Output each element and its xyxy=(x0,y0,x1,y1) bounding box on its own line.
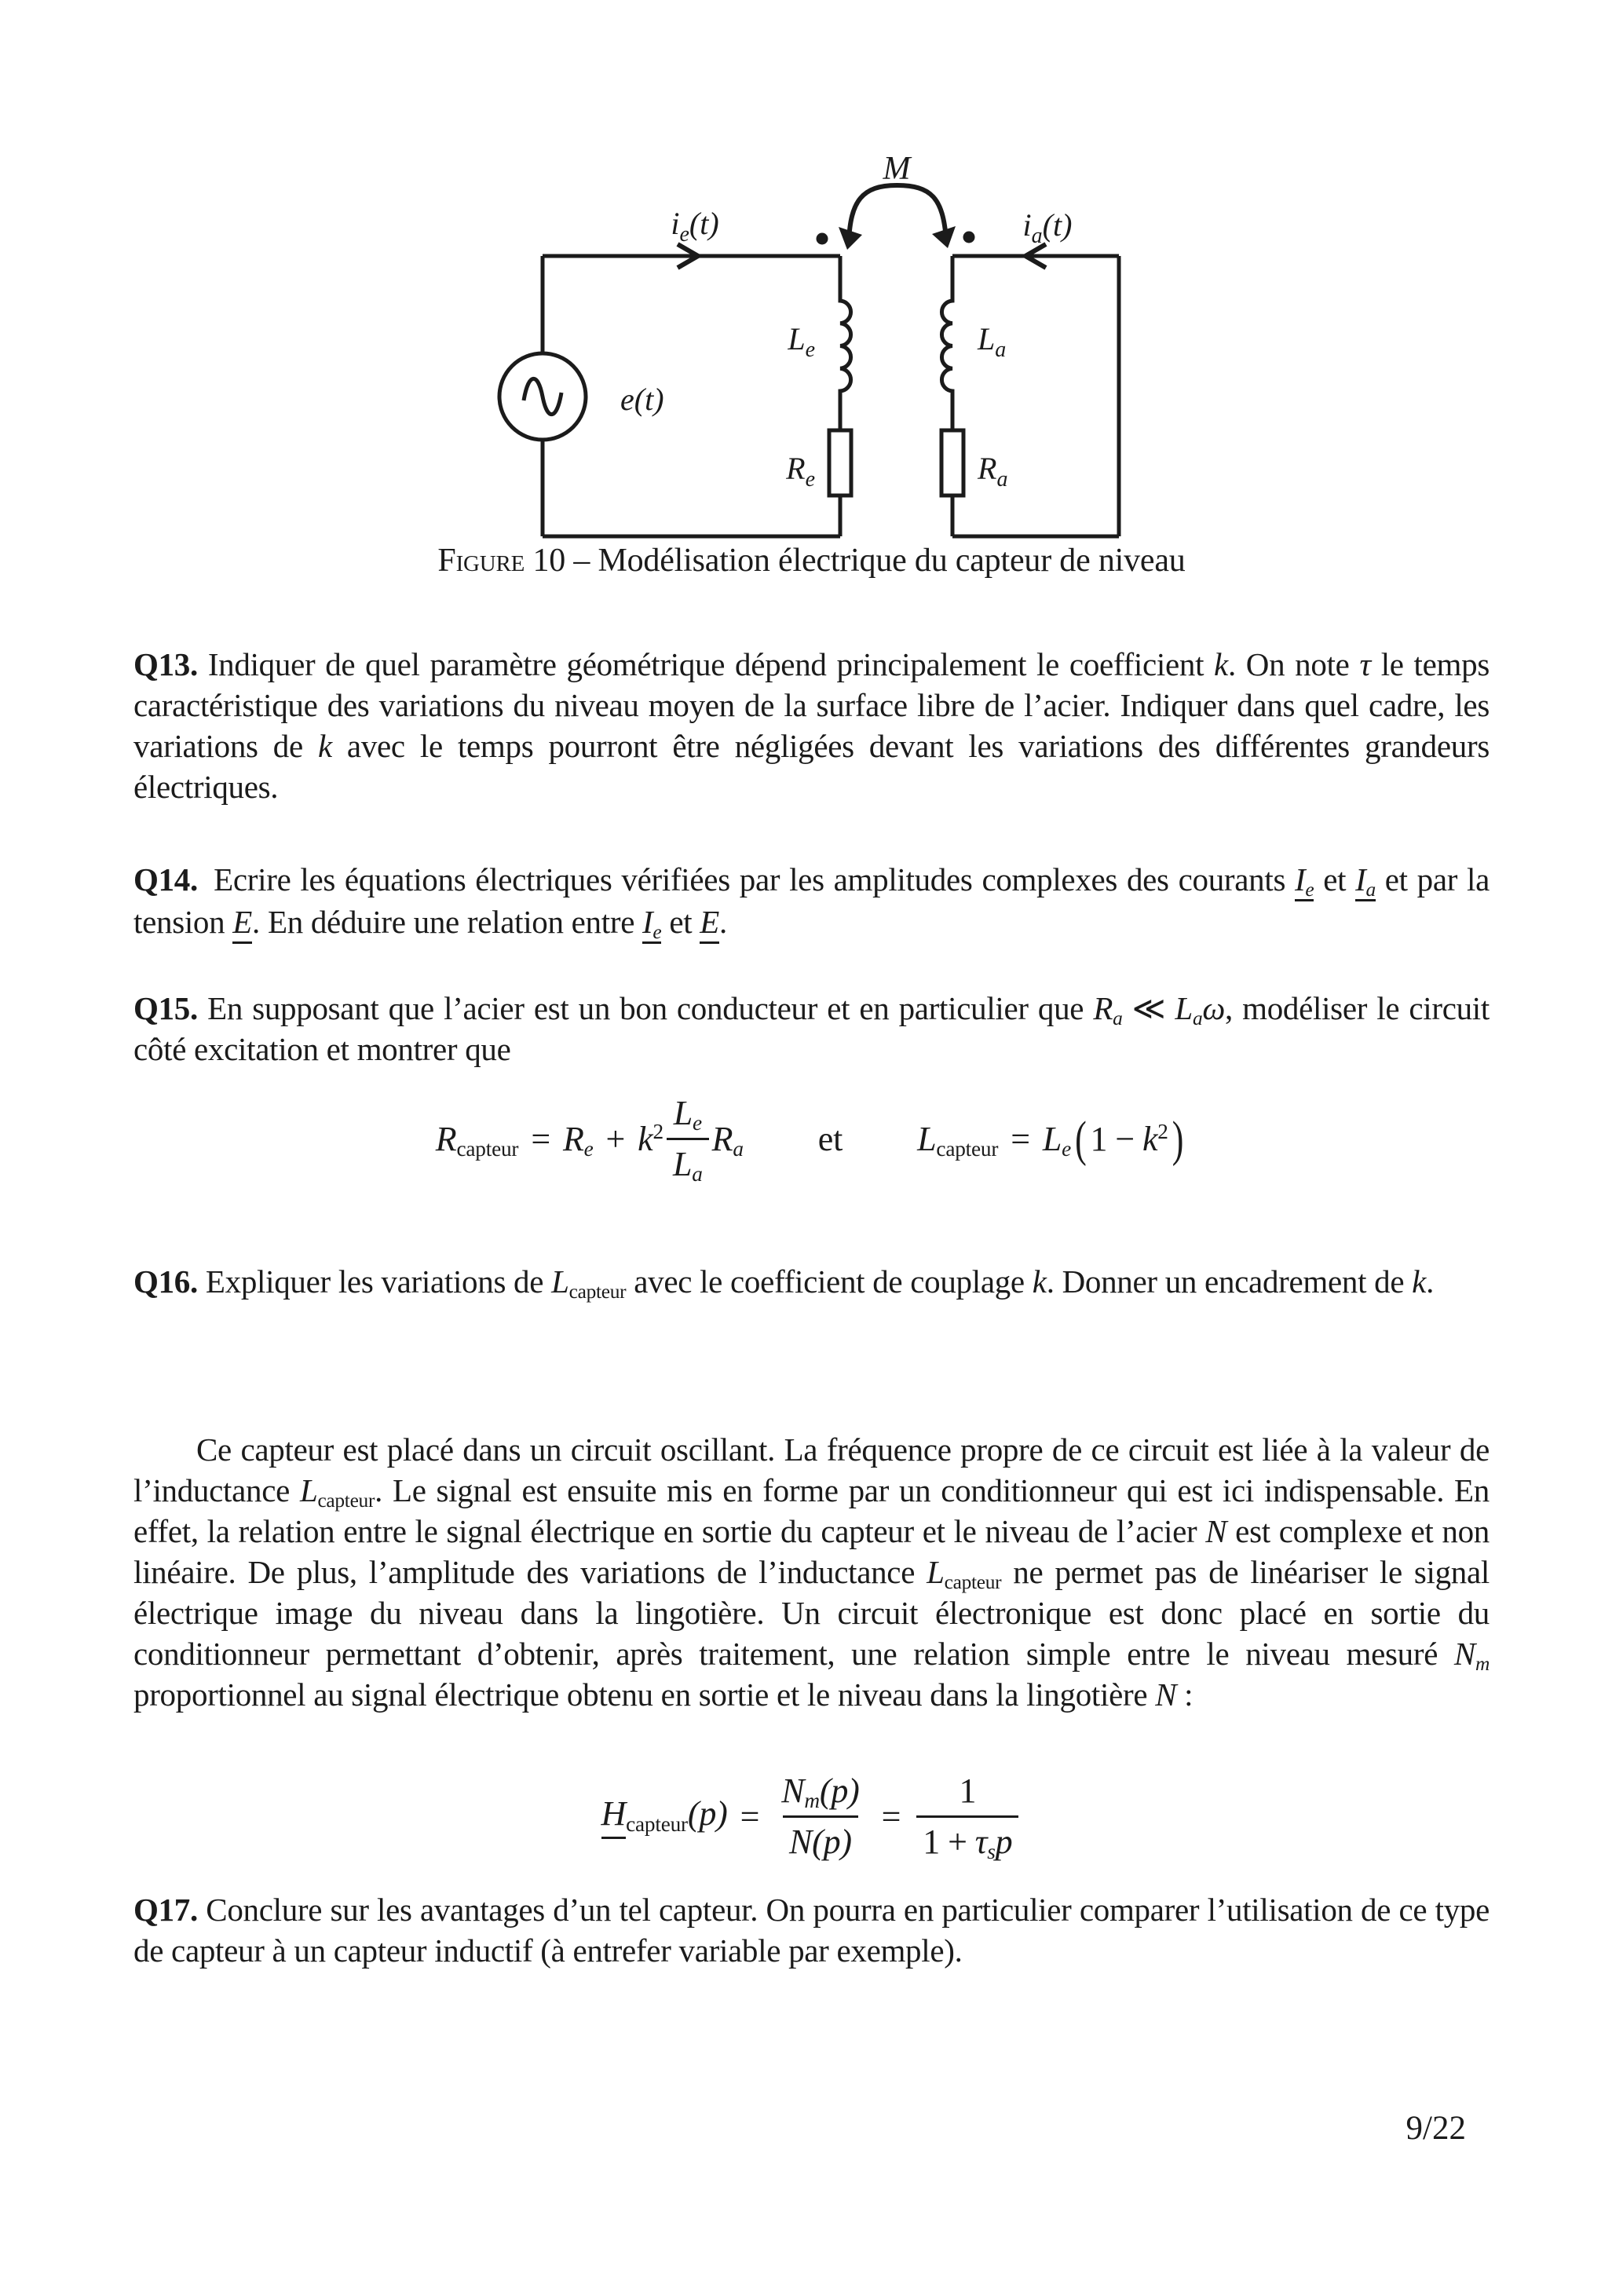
page-number: 9/22 xyxy=(1406,2110,1466,2147)
circuit-figure xyxy=(495,116,1131,548)
fraction-nm-n: $\frac{N_m(p)}{N(p)}$ xyxy=(781,1771,860,1861)
question-q15: Q15. En supposant que l’acier est un bon conducteur et en particulier que $R_a$ ≪ $L_a\omega$, modéliser le circuit côté excitation et montrer que xyxy=(133,990,1490,1067)
question-q13: Q13. Indiquer de quel paramètre géométrique dépend principalement le coefficient k. On note τ le temps caractéristique des variations du niveau moyen de la surface libre de l’acier. Indiquer dans quel cadre, les variations de k avec le temps pourront être négligées devant les variations des différentes grandeurs électriques. xyxy=(133,646,1490,805)
current-ia-label: $i_a(t)$ xyxy=(1022,207,1073,248)
equation-rcapteur-lcapteur: $R_{capteur}$ = $R_e$ + $k^2$ $\frac{L_e}{L_a}$ $R_a$ et $L_{capteur}$ = $L_e$ ( 1 − $k^2$ ) xyxy=(435,1093,1184,1186)
body-paragraph: Ce capteur est placé dans un circuit oscillant. La fréquence propre de ce circuit est liée à la valeur de l’inductance $L_{capteur}$. Le signal est ensuite mis en forme par un conditionneur qui est ici indispensable. En effet, la relation entre le signal électrique en sortie du capteur et le niveau de l’acier N est complexe et non linéaire. De plus, l’amplitude des variations de l’inductance $L_{capteur}$ ne permet pas de linéariser le signal électrique image du niveau dans la lingotière. Un circuit électronique est donc placé en sortie du conditionneur permettant d’obtenir, après traitement, une relation simple entre le niveau mesuré $N_m$ proportionnel au signal électrique obtenu en sortie et le niveau dans la lingotière N : xyxy=(133,1431,1490,1713)
question-q14: Q14. Ecrire les équations électriques vérifiées par les amplitudes complexes des courants $I_e$ et $I_a$ et par la tension E. En déduire une relation entre $I_e$ et E. xyxy=(133,861,1490,944)
resistor-re-box xyxy=(829,430,851,495)
polarity-dot-left xyxy=(817,233,828,245)
figure-caption xyxy=(0,542,1623,579)
mutual-label: M xyxy=(883,151,911,187)
fraction-le-la: $\frac{L_e}{L_a}$ xyxy=(667,1093,709,1185)
resistor-ra-box xyxy=(941,430,963,495)
inductor-le-label: $L_e$ xyxy=(788,321,815,362)
coupling-arc xyxy=(849,185,946,242)
figure-caption-text: 10 – Modélisation électrique du capteur de niveau xyxy=(525,543,1186,579)
inductor-le-coil xyxy=(840,256,851,430)
resistor-re-label: $R_e$ xyxy=(786,451,815,492)
question-q17: Q17. Conclure sur les avantages d’un tel capteur. On pourra en particulier comparer l’utilisation de ce type de capteur à un capteur inductif (à entrefer variable par exemple). xyxy=(133,1892,1490,1969)
figure-caption-label: Figure xyxy=(437,543,525,579)
fraction-first-order: $\frac{1}{1 + \tau_sp}$ xyxy=(916,1771,1018,1863)
equation-hcapteur: $H_{capteur}(p)$ = $\frac{N_m(p)}{N(p)}$ = $\frac{1}{1 + \tau_sp}$ xyxy=(133,1757,1490,1875)
equation-separator: et xyxy=(817,1119,843,1158)
source-label: e(t) xyxy=(620,382,664,417)
resistor-ra-label: $R_a$ xyxy=(978,451,1008,492)
question-q16: Q16. Expliquer les variations de $L_{capteur}$ avec le coefficient de couplage k. Donner un encadrement de k. xyxy=(133,1263,1435,1303)
inductor-la-coil xyxy=(941,256,952,430)
polarity-dot-right xyxy=(963,232,975,243)
current-ie-label: $i_e(t)$ xyxy=(671,206,719,247)
inductor-la-label: $L_a$ xyxy=(978,321,1007,362)
